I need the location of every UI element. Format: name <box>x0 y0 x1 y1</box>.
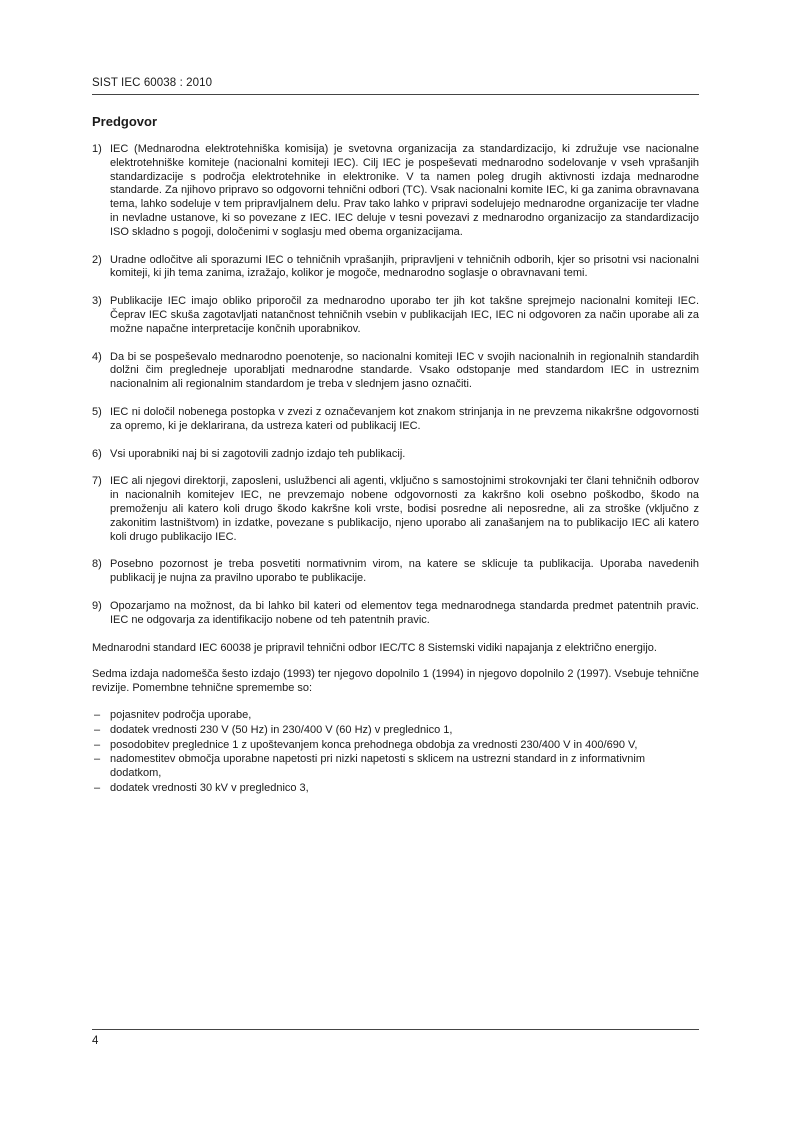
change-text: nadomestitev območja uporabne napetosti pri nizki napetosti s sklicem na ustrezni standard in z informativnim dodatkom, <box>110 753 645 780</box>
clause-item <box>92 600 699 628</box>
dash-bullet: – <box>94 781 101 794</box>
document-page <box>92 76 699 1056</box>
change-text: pojasnitev področja uporabe, <box>110 708 252 721</box>
page-footer <box>92 1029 699 1048</box>
clause-number: 8) <box>92 558 102 571</box>
change-item <box>92 782 699 796</box>
clause-text: Posebno pozornost je treba posvetiti normativnim virom, na katere se sklicuje ta publikacija. Uporaba navedenih publikacij je nujna za pravilno uporabo te publikacije. <box>110 558 699 585</box>
clause-item <box>92 406 699 434</box>
clause-number: 3) <box>92 295 102 308</box>
clause-number: 5) <box>92 405 102 418</box>
paragraph-tc-prepared: Mednarodni standard IEC 60038 je pripravil tehnični odbor IEC/TC 8 Sistemski vidiki napajanja z električno energijo. <box>92 641 657 654</box>
clause-item <box>92 475 699 544</box>
clause-item <box>92 351 699 392</box>
clause-item <box>92 143 699 240</box>
clause-text: IEC ali njegovi direktorji, zaposleni, uslužbenci ali agenti, vključno s samostojnimi strokovnjaki ter člani tehničnih odborov in nacionalnih komitejev IEC, ne prevzemajo nobene odgovornosti za kakršno koli osebno poškodbo, škodo na premoženju ali katero koli drugo škodo kakršne koli vrste, bodisi posredne ali neposredne, ali za stroške (vključno z zakonitim lastništvom) in izdatke, povezane s publikacijo, njeno uporabo ali zanašanjem na to publikacijo IEC ali katero koli drugo publikacijo IEC. <box>110 475 699 543</box>
change-item <box>92 739 699 753</box>
clause-item <box>92 254 699 282</box>
clause-number: 9) <box>92 599 102 612</box>
footer-divider <box>92 1029 699 1030</box>
clause-text: Publikacije IEC imajo obliko priporočil za mednarodno uporabo ter jih kot takšne sprejmejo nacionalni komiteji IEC. Čeprav IEC skuša zagotavljati natančnost tehničnih vsebin v publikacijah IEC, IEC ni odgovoren za način uporabe ali za možne napačne interpretacije končnih uporabnikov. <box>110 295 699 335</box>
clause-number: 7) <box>92 475 102 488</box>
clause-text: IEC (Mednarodna elektrotehniška komisija) je svetovna organizacija za standardizacijo, ki združuje vse nacionalne elektrotehniške komiteje (nacionalni komiteji IEC). Cilj IEC je pospeševati mednarodno sodelovanje v vseh vprašanjih standardizacije s področja elektrotehnike in elektronike. V ta namen poleg drugih aktivnosti izdaja mednarodne standarde. Za njihovo pripravo so odgovorni tehnični odbori (TC). Vsak nacionalni komite IEC, ki ga zanima obravnavana tema, lahko sodeluje v tem pripravljalnem delu. Prav tako lahko v pripravi sodelujejo mednarodne organizacije ter vladne in nevladne ustanove, ki so povezane z IEC. IEC deluje v tesni povezavi z mednarodno organizacijo za standardizacijo ISO skladno s pogoji, določenimi v soglasju med obema organizacijama. <box>110 143 699 238</box>
foreword-clauses <box>92 143 699 628</box>
dash-bullet: – <box>94 708 101 721</box>
section-title: Predgovor <box>92 114 158 129</box>
document-header: SIST IEC 60038 : 2010 <box>92 77 213 89</box>
header-divider <box>92 94 699 95</box>
paragraph-edition: Sedma izdaja nadomešča šesto izdajo (1993) ter njegovo dopolnilo 1 (1994) in njegovo dopolnilo 2 (1997). Vsebuje tehnične revizije. Pomembne tehnične spremembe so: <box>92 668 699 695</box>
technical-changes-list <box>92 709 699 796</box>
dash-bullet: – <box>94 723 101 736</box>
clause-text: IEC ni določil nobenega postopka v zvezi z označevanjem kot znakom strinjanja in ne prevzema nikakršne odgovornosti za opremo, ki je deklarirana, da ustreza kateri od publikacij IEC. <box>110 405 699 432</box>
clause-number: 2) <box>92 253 102 266</box>
change-text: posodobitev preglednice 1 z upoštevanjem konca prehodnega obdobja za vrednosti 230/400 V in 400/690 V, <box>110 738 638 751</box>
clause-text: Opozarjamo na možnost, da bi lahko bil kateri od elementov tega mednarodnega standarda predmet patentnih pravic. IEC ne odgovarja za identifikacijo nobene od teh patentnih pravic. <box>110 599 699 626</box>
clause-number: 6) <box>92 447 102 460</box>
change-item <box>92 724 699 738</box>
change-text: dodatek vrednosti 30 kV v preglednico 3, <box>110 781 309 794</box>
clause-text: Uradne odločitve ali sporazumi IEC o tehničnih vprašanjih, pripravljeni v tehničnih odborih, kjer so prisotni vsi nacionalni komiteji, ki jih tema zanima, izražajo, kolikor je mogoče, mednarodno soglasje o obravnavani temi. <box>110 253 699 280</box>
change-item <box>92 709 699 723</box>
page-number: 4 <box>92 1035 99 1047</box>
clause-item <box>92 448 699 462</box>
clause-text: Vsi uporabniki naj bi si zagotovili zadnjo izdajo teh publikacij. <box>110 447 406 460</box>
clause-number: 1) <box>92 143 102 155</box>
change-text: dodatek vrednosti 230 V (50 Hz) in 230/400 V (60 Hz) v preglednico 1, <box>110 723 453 736</box>
clause-item <box>92 558 699 586</box>
clause-number: 4) <box>92 350 102 363</box>
dash-bullet: – <box>94 738 101 751</box>
clause-item <box>92 295 699 336</box>
dash-bullet: – <box>94 753 101 766</box>
clause-text: Da bi se pospeševalo mednarodno poenotenje, so nacionalni komiteji IEC v svojih nacionalnih in regionalnih standardih dolžni čim pregledneje uporabljati mednarodne standarde. Vsako odstopanje med standardom IEC in ustreznim nacionalnim ali regionalnim standardom je treba v slednjem jasno označiti. <box>110 350 699 391</box>
change-item <box>92 753 699 781</box>
